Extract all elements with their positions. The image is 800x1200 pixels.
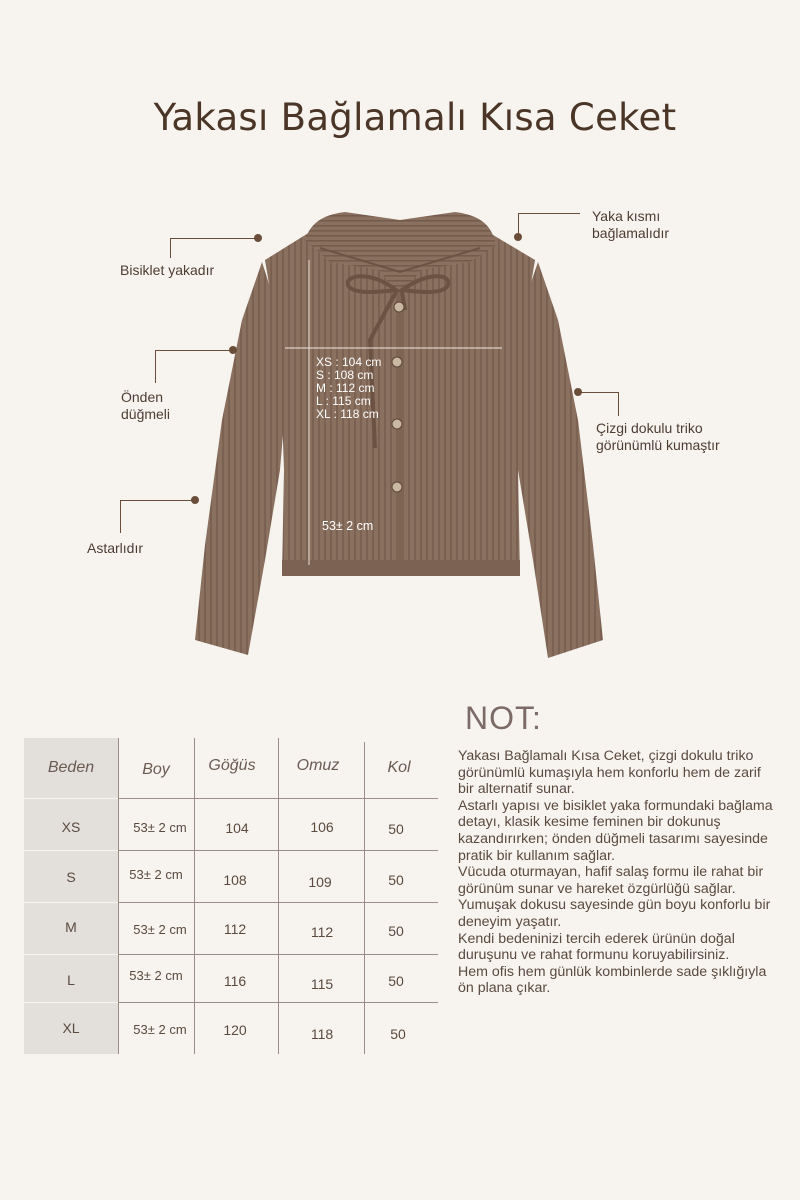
callout-line <box>120 500 121 533</box>
table-first-column <box>24 738 118 1054</box>
table-divider <box>118 850 438 851</box>
table-cell: 53± 2 cm <box>129 867 183 882</box>
table-cell: M <box>65 919 77 935</box>
table-cell: 115 <box>310 976 334 992</box>
table-cell: L <box>67 972 75 988</box>
callout-cizgi <box>596 420 720 454</box>
table-divider <box>118 954 438 955</box>
chest-xl: XL : 118 cm <box>316 407 379 421</box>
table-divider <box>24 902 118 903</box>
table-cell: XL <box>62 1020 80 1036</box>
table-cell: 53± 2 cm <box>133 922 187 937</box>
table-cell: 104 <box>225 820 249 836</box>
note-paragraph: Yakası Bağlamalı Kısa Ceket, çizgi dokulu triko görünümlü kumaşıyla hem konforlu hem de zarif bir alternatif sunar. <box>458 748 761 798</box>
callout-cizgi-line2: görünümlü kumaştır <box>596 437 720 453</box>
chest-s: S : 108 cm <box>316 368 374 382</box>
table-cell: 50 <box>388 923 404 939</box>
callout-onden <box>121 389 170 423</box>
table-cell: 120 <box>223 1022 247 1038</box>
callout-dot <box>191 496 199 504</box>
callout-line <box>155 350 233 351</box>
table-divider <box>24 954 118 955</box>
note-paragraph: Astarlı yapısı ve bisiklet yaka formundaki bağlama detayı, klasik kesime feminen bir dokunuş kazandırırken; önden düğmeli tasarımı sayesinde pratik bir kullanım sağlar. <box>458 797 773 864</box>
table-divider <box>278 738 279 1054</box>
table-header-kol: Kol <box>387 759 411 776</box>
table-divider <box>118 902 438 903</box>
callout-dot <box>514 233 522 241</box>
table-cell: 109 <box>308 874 332 890</box>
table-divider <box>364 742 365 1054</box>
callout-line <box>170 238 258 239</box>
callout-line <box>618 392 619 416</box>
table-divider <box>24 850 118 851</box>
callout-yaka-line2: bağlamalıdır <box>592 225 670 241</box>
table-cell: S <box>66 869 76 885</box>
callout-line <box>120 500 195 501</box>
callout-bisiklet: Bisiklet yakadır <box>120 262 215 278</box>
table-divider <box>194 738 195 1054</box>
callout-line <box>578 392 618 393</box>
table-divider <box>118 798 438 799</box>
note-text <box>458 748 778 997</box>
table-header-gogus: Göğüs <box>208 757 256 774</box>
note-paragraph: Hem ofis hem günlük kombinlerde sade şıklığıyla ön plana çıkar. <box>458 963 767 997</box>
note-heading: NOT: <box>465 700 542 736</box>
callout-astar: Astarlıdır <box>87 540 144 556</box>
table-cell: 112 <box>310 924 334 940</box>
chest-measurements <box>316 356 381 421</box>
table-cell: 106 <box>310 819 334 835</box>
note-paragraph: Kendi bedeninizi tercih ederek ürünün doğal duruşunu ve rahat formunu koruyabilirsiniz. <box>458 930 735 964</box>
table-cell: 118 <box>310 1026 334 1042</box>
callout-yaka <box>592 208 669 242</box>
callout-line <box>518 213 580 214</box>
table-cell: 112 <box>223 921 247 937</box>
length-measurement: 53± 2 cm <box>322 519 374 533</box>
callout-onden-line1: Önden <box>121 389 164 405</box>
chest-l: L : 115 cm <box>316 394 371 408</box>
callout-dot <box>254 234 262 242</box>
table-cell: 50 <box>388 821 404 837</box>
table-cell: 50 <box>390 1026 406 1042</box>
callout-cizgi-line1: Çizgi dokulu triko <box>596 420 703 436</box>
callout-onden-line2: düğmeli <box>121 406 171 422</box>
table-cell: 108 <box>223 872 247 888</box>
table-cell: XS <box>61 819 81 835</box>
callout-dot <box>574 388 582 396</box>
table-cell: 50 <box>388 973 404 989</box>
table-cell: 53± 2 cm <box>129 968 183 983</box>
chest-m: M : 112 cm <box>316 381 375 395</box>
callout-yaka-line1: Yaka kısmı <box>592 208 661 224</box>
callout-line <box>155 350 156 383</box>
page-title: Yakası Bağlamalı Kısa Ceket <box>153 96 677 139</box>
note-paragraph: Yumuşak dokusu sayesinde gün boyu konforlu bir deneyim yaşatır. <box>458 897 771 930</box>
table-divider <box>24 1002 118 1003</box>
table-cell: 53± 2 cm <box>133 1022 187 1037</box>
table-divider <box>118 738 119 1054</box>
note-paragraph: Vücuda oturmayan, hafif salaş formu ile rahat bir görünüm sunar ve hareket özgürlüğü sağlar. <box>458 864 764 897</box>
table-header-beden: Beden <box>47 759 95 776</box>
table-header-boy: Boy <box>142 761 170 778</box>
table-header-omuz: Omuz <box>296 757 340 774</box>
callout-line <box>170 238 171 258</box>
table-cell: 50 <box>388 872 404 888</box>
callout-dot <box>229 346 237 354</box>
table-divider <box>24 798 118 799</box>
chest-xs: XS : 104 cm <box>316 355 382 369</box>
table-divider <box>118 1002 438 1003</box>
table-cell: 53± 2 cm <box>133 820 187 835</box>
table-cell: 116 <box>223 973 247 989</box>
